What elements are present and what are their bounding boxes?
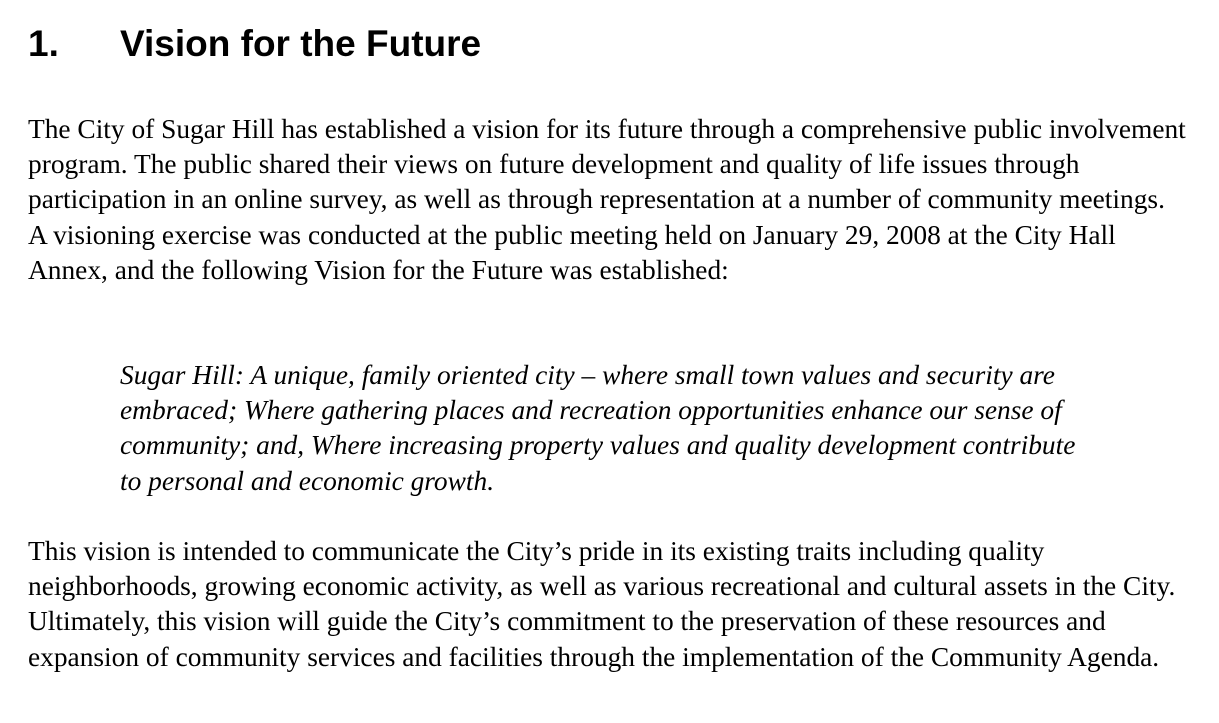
vision-statement: Sugar Hill: A unique, family oriented city – where small town values and security are embraced; Where gathering places and recreation opportunities enhance our sense of community; and, Where increasing property values and quality development contribute to personal and economic growth. — [120, 360, 1076, 496]
section-number: 1. — [28, 23, 59, 64]
section-heading — [28, 22, 481, 66]
intro-paragraph: The City of Sugar Hill has established a vision for its future through a comprehensive public involvement program. The public shared their views on future development and quality of life issues through participation in an online survey, as well as through representation at a number of community meetings. A visioning exercise was conducted at the public meeting held on January 29, 2008 at the City Hall Annex, and the following Vision for the Future was established: — [28, 114, 1186, 285]
section-title: Vision for the Future — [120, 23, 482, 64]
closing-paragraph: This vision is intended to communicate the City’s pride in its existing traits including quality neighborhoods, growing economic activity, as well as various recreational and cultural assets in the City. Ultimately, this vision will guide the City’s commitment to the preservation of these resources and expansion of community services and facilities through the implementation of the Community Agenda. — [28, 536, 1176, 672]
